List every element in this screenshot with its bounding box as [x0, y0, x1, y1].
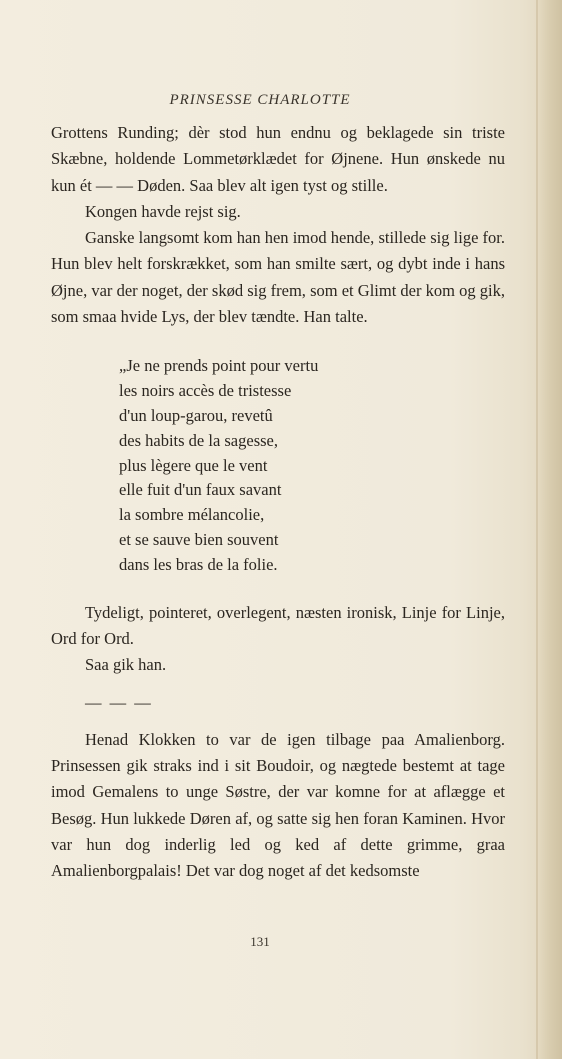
page-edge: [536, 0, 562, 1059]
poem-line-8: et se sauve bien souvent: [119, 529, 279, 549]
paragraph-1: Grottens Runding; dèr stod hun endnu og beklagede sin triste Skæbne, holdende Lommetørklædet for Øjnene. Hun ønskede nu kun ét — — Døden. Saa blev alt igen tyst og stille.: [51, 123, 505, 195]
poem-line-1: „Je ne prends point pour vertu: [119, 356, 319, 376]
running-head: PRINSESSE CHARLOTTE: [169, 92, 351, 108]
poem-line-9: dans les bras de la folie.: [119, 554, 278, 574]
paragraph-5: Saa gik han.: [85, 655, 167, 675]
poem-line-5: plus lègere que le vent: [119, 455, 268, 475]
paragraph-3: Ganske langsomt kom han hen imod hende, stillede sig lige for. Hun blev helt forskrækket, som han smilte sært, og dybt inde i hans Øjne, var der noget, der skød sig frem, som et Glimt der kom og gik, som smaa hvide Lys, der blev tændte. Han talte.: [51, 228, 505, 327]
paragraph-2: Kongen havde rejst sig.: [85, 201, 241, 221]
page-edge-shadow: [536, 0, 538, 1059]
poem: [119, 354, 505, 577]
poem-line-3: d'un loup-garou, revetû: [119, 405, 273, 425]
poem-line-2: les noirs accès de tristesse: [119, 381, 292, 401]
poem-line-4: des habits de la sagesse,: [119, 430, 278, 450]
paragraph-6: Henad Klokken to var de igen tilbage paa Amalienborg. Prinsessen gik straks ind i sit Boudoir, og nægtede bestemt at tage imod Gemalens to unge Søstre, der var komne for at aflægge et Besøg. Hun lukkede Døren af, og satte sig hen foran Kaminen. Hvor var hun dog inderlig led og ked af dette grimme, graa Amalienborgpalais! Det var dog noget af det kedsomste: [51, 729, 505, 881]
body-text: [51, 120, 505, 885]
poem-line-6: elle fuit d'un faux savant: [119, 480, 282, 500]
section-separator: — — —: [85, 693, 153, 713]
page-number: 131: [250, 934, 270, 949]
poem-line-7: la sombre mélancolie,: [119, 505, 265, 525]
paragraph-4: Tydeligt, pointeret, overlegent, næsten ironisk, Linje for Linje, Ord for Ord.: [51, 602, 505, 648]
